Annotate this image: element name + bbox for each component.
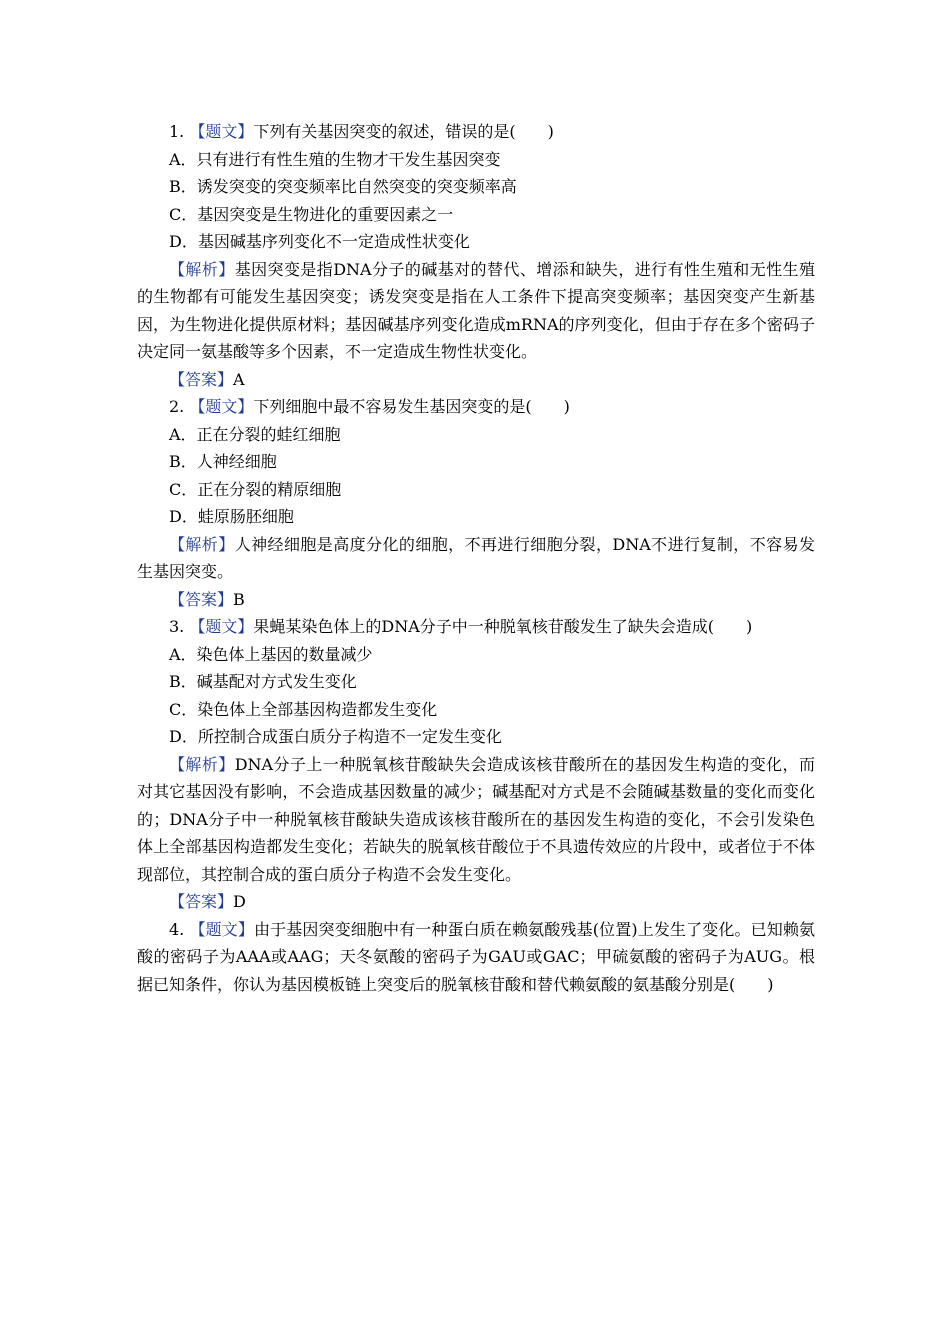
stem-text: 下列细胞中最不容易发生基因突变的是( ) (253, 397, 570, 416)
option-b: B．诱发突变的突变频率比自然突变的突变频率高 (169, 177, 517, 196)
stem-text: 下列有关基因突变的叙述，错误的是( ) (253, 122, 554, 141)
document-page (137, 118, 815, 998)
option-a: A．只有进行有性生殖的生物才干发生基因突变 (169, 149, 501, 169)
question-number: 4. (169, 919, 185, 939)
answer-value: B (233, 589, 245, 609)
question-4 (137, 916, 815, 999)
analysis-label: 【解析】 (169, 534, 235, 554)
option-c: C．正在分裂的精原细胞 (169, 479, 342, 499)
analysis (137, 256, 815, 366)
option-b: B．人神经细胞 (169, 452, 277, 471)
answer (137, 888, 815, 916)
tag-label: 【题文】 (189, 919, 254, 939)
answer-label: 【答案】 (169, 892, 234, 911)
option-b: B．碱基配对方式发生变化 (169, 672, 357, 691)
analysis (137, 751, 815, 889)
option-d: D．蛙原肠胚细胞 (169, 507, 294, 526)
question-stem (137, 916, 815, 999)
answer-value: A (233, 369, 245, 389)
analysis-text: 基因突变是指DNA分子的碱基对的替代、增添和缺失，进行有性生殖和无性生殖的生物都有可能发生基因突变；诱发突变是指在人工条件下提高突变频率；基因突变产生新基因，为生物进化提供原材料；基因碱基序列变化造成mRNA的序列变化，但由于存在多个密码子决定同一氨基酸等多个因素，不一定造成生物性状变化。 (137, 259, 815, 361)
question-stem (137, 393, 815, 421)
analysis-text: 人神经细胞是高度分化的细胞，不再进行细胞分裂，DNA不进行复制，不容易发生基因突变。 (137, 534, 815, 581)
analysis-label: 【解析】 (169, 259, 235, 279)
option-a: A．正在分裂的蛙红细胞 (169, 424, 341, 444)
answer-value: D (233, 892, 246, 911)
option-d: D．基因碱基序列变化不一定造成性状变化 (169, 232, 470, 251)
option-c: C．基因突变是生物进化的重要因素之一 (169, 204, 454, 224)
question-stem (137, 613, 815, 641)
stem-text: 果蝇某染色体上的DNA分子中一种脱氧核苷酸发生了缺失会造成( ) (253, 617, 753, 636)
question-3 (137, 613, 815, 916)
tag-label: 【题文】 (189, 617, 254, 636)
question-number: 3. (169, 617, 185, 636)
question-stem (137, 118, 815, 146)
option-a: A．染色体上基因的数量减少 (169, 644, 373, 664)
answer (137, 366, 815, 394)
analysis (137, 531, 815, 586)
question-1 (137, 118, 815, 393)
question-number: 2. (169, 397, 185, 416)
answer (137, 586, 815, 614)
option-d: D．所控制合成蛋白质分子构造不一定发生变化 (169, 727, 502, 746)
option-c: C．染色体上全部基因构造都发生变化 (169, 699, 438, 719)
analysis-label: 【解析】 (169, 754, 235, 774)
answer-label: 【答案】 (169, 369, 234, 389)
question-2 (137, 393, 815, 613)
stem-text: 由于基因突变细胞中有一种蛋白质在赖氨酸残基(位置)上发生了变化。已知赖氨酸的密码子为AAA或AAG；天冬氨酸的密码子为GAU或GAC；甲硫氨酸的密码子为AUG。根据已知条件，你认为基因模板链上突变后的脱氧核苷酸和替代赖氨酸的氨基酸分别是( ) (137, 919, 815, 994)
analysis-text: DNA分子上一种脱氧核苷酸缺失会造成该核苷酸所在的基因发生构造的变化，而对其它基因没有影响，不会造成基因数量的减少；碱基配对方式是不会随碱基数量的变化而变化的；DNA分子中一种脱氧核苷酸缺失造成该核苷酸所在的基因发生构造的变化，不会引发染色体上全部基因构造都发生变化；若缺失的脱氧核苷酸位于不具遗传效应的片段中，或者位于不体现部位，其控制合成的蛋白质分子构造不会发生变化。 (137, 754, 815, 884)
tag-label: 【题文】 (189, 397, 254, 416)
tag-label: 【题文】 (189, 122, 254, 141)
question-number: 1. (169, 122, 185, 141)
answer-label: 【答案】 (169, 589, 234, 609)
